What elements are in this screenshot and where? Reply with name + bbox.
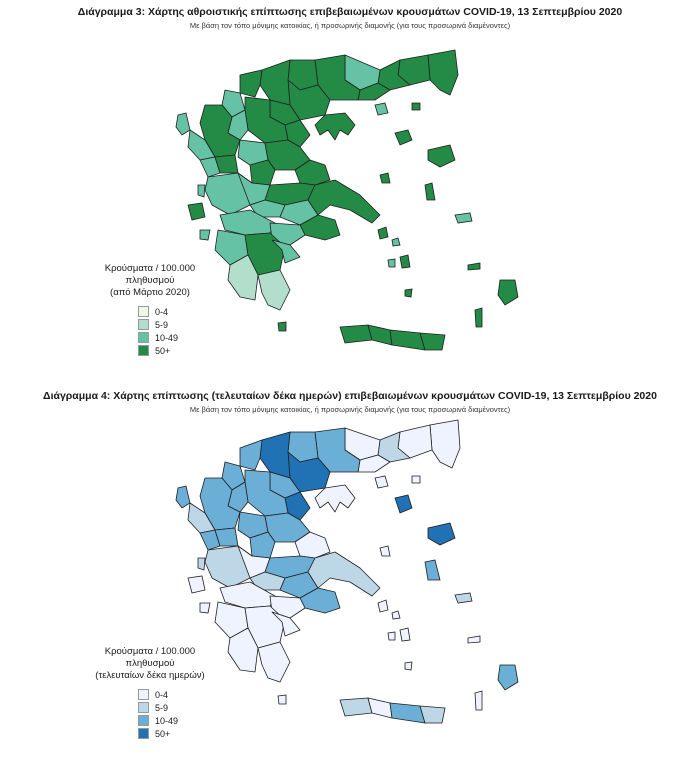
island-tinos xyxy=(392,611,400,619)
map1-legend-subtitle: (από Μάρτιο 2020) xyxy=(110,287,190,298)
island-santorini xyxy=(405,289,412,297)
region-pella xyxy=(260,60,290,105)
region-rethymno xyxy=(368,698,392,718)
map2-legend xyxy=(80,646,220,740)
island-limnos xyxy=(395,495,412,513)
legend-label: 0-4 xyxy=(155,306,169,317)
region-florina xyxy=(240,70,262,97)
island-paros xyxy=(388,259,395,267)
island-kefalonia xyxy=(188,203,205,220)
map2-title: Διάγραμμα 4: Χάρτης επίπτωσης (τελευταίων δέκα ημερών) επιβεβαιωμένων κρουσμάτων COVID-19, 13 Σεπτεμβρίου 2020 xyxy=(43,390,657,402)
island-chios xyxy=(425,183,435,200)
map1-legend-item xyxy=(138,331,220,344)
island-skyros xyxy=(380,546,390,556)
island-limnos xyxy=(395,130,412,145)
region-pella xyxy=(260,432,290,478)
legend-swatch xyxy=(138,702,149,713)
island-lesvos xyxy=(428,523,455,545)
island-kefalonia xyxy=(188,576,205,593)
island-samos xyxy=(455,213,472,223)
legend-swatch xyxy=(138,306,149,317)
legend-swatch xyxy=(138,332,149,343)
island-corfu xyxy=(176,113,190,135)
island-kos xyxy=(468,636,480,643)
region-chania xyxy=(340,325,372,343)
island-lesvos xyxy=(428,145,455,167)
island-lefkada xyxy=(198,185,205,197)
map2-legend-item xyxy=(138,714,220,727)
legend-label: 50+ xyxy=(155,345,171,356)
region-chalkidiki xyxy=(315,113,355,140)
map1-legend-item xyxy=(138,318,220,331)
island-kos xyxy=(468,263,480,270)
island-corfu xyxy=(176,486,190,508)
map2-legend-item xyxy=(138,688,220,701)
island-samothraki xyxy=(412,476,420,483)
island-andros xyxy=(378,600,388,612)
island-rhodes xyxy=(498,280,518,305)
region-chalkidiki xyxy=(315,485,355,512)
island-kythira xyxy=(278,695,286,704)
legend-label: 0-4 xyxy=(155,689,169,700)
region-rethymno xyxy=(368,325,392,345)
island-samothraki xyxy=(412,103,420,110)
island-skyros xyxy=(380,173,390,183)
map2-legend-item xyxy=(138,727,220,740)
map1-legend-item xyxy=(138,305,220,318)
island-zakynthos xyxy=(200,603,210,613)
map1-legend xyxy=(80,263,220,357)
island-santorini xyxy=(405,662,412,670)
map1-subtitle: Με βάση τον τόπο μόνιμης κατοικίας, ή προσωρινής διαμονής (για τους προσωρινά διαμένοντες) xyxy=(189,21,511,30)
legend-label: 5-9 xyxy=(155,702,169,713)
map1-legend-title: Κρούσματα / 100.000 πληθυσμού xyxy=(104,263,196,286)
legend-label: 5-9 xyxy=(155,319,169,330)
legend-label: 10-49 xyxy=(155,715,179,726)
map2-legend-title: Κρούσματα / 100.000 πληθυσμού xyxy=(104,646,196,669)
legend-swatch xyxy=(138,715,149,726)
island-thasos xyxy=(375,476,388,488)
island-naxos xyxy=(400,628,410,641)
island-rhodes xyxy=(498,665,518,690)
region-chania xyxy=(340,698,372,716)
map2-legend-subtitle: (τελευταίων δέκα ημερών) xyxy=(95,670,205,681)
legend-label: 50+ xyxy=(155,728,171,739)
map2-legend-item xyxy=(138,701,220,714)
legend-swatch xyxy=(138,689,149,700)
island-naxos xyxy=(400,255,410,268)
island-paros xyxy=(388,632,395,640)
island-kythira xyxy=(278,322,286,331)
legend-swatch xyxy=(138,319,149,330)
island-thasos xyxy=(375,103,388,115)
map1-title: Διάγραμμα 3: Χάρτης αθροιστικής επίπτωσης επιβεβαιωμένων κρουσμάτων COVID-19, 13 Σεπτεμβρίου 2020 xyxy=(77,6,623,18)
region-lakonia xyxy=(258,270,290,310)
island-andros xyxy=(378,227,388,239)
region-evros xyxy=(430,420,460,468)
legend-swatch xyxy=(138,728,149,739)
legend-label: 10-49 xyxy=(155,332,179,343)
island-karpathos xyxy=(475,308,482,327)
region-lakonia xyxy=(258,642,290,682)
map1-legend-item xyxy=(138,344,220,357)
island-zakynthos xyxy=(200,230,210,240)
island-chios xyxy=(425,560,440,580)
region-evros xyxy=(428,50,458,95)
map2-subtitle: Με βάση τον τόπο μόνιμης κατοικίας, ή προσωρινής διαμονής (για τους προσωρινά διαμένοντες) xyxy=(189,405,511,414)
legend-swatch xyxy=(138,345,149,356)
island-tinos xyxy=(392,238,400,246)
island-karpathos xyxy=(475,691,482,710)
island-samos xyxy=(455,593,472,603)
island-lefkada xyxy=(198,558,205,570)
region-florina xyxy=(240,440,262,470)
